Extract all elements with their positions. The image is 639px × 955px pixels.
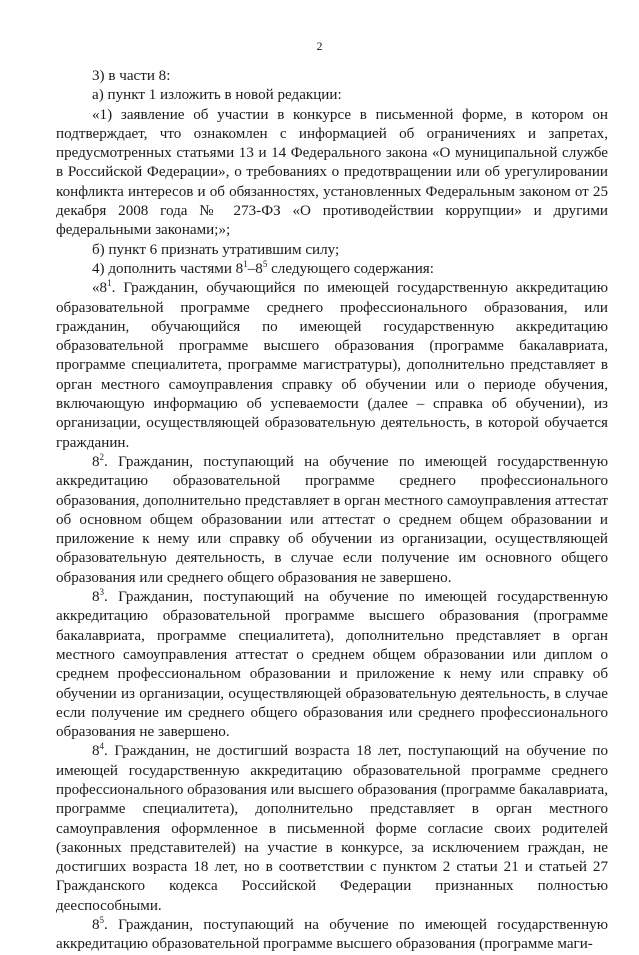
part-text: . Гражданин, обучающийся по имеющей государственную аккредитацию образовательной программе среднего профессионального образования, или гражданин, обучающийся по имеющей государственную аккредитацию образовательной программе высшего образования (программе бакалавриата, программе специалитета, программе магистратуры), дополнительно представляет в орган местного самоуправления справку об обучении или о периоде обучения, включающую информацию об успеваемости (далее – справка об обучении), из организации, осуществляющей образовательную деятельность, в которой обучается гражданин. — [56, 280, 608, 451]
part-number: 8 — [92, 917, 100, 934]
superscript-index: 1 — [243, 258, 248, 269]
superscript-index: 5 — [99, 915, 105, 926]
superscript-index: 2 — [99, 451, 105, 462]
paragraph-item-4-text-b: –8 — [247, 260, 263, 277]
paragraph-point-1-new-wording: «1) заявление об участии в конкурсе в письменной форме, в котором он подтверждает, что ознакомлен с информацией об ограничениях и запретах, предусмотренных статьями 13 и 14 Федерального закона «О муниципальной службе в Российской Федерации», о требованиях о предотвращении или об урегулировании конфликта интересов и об обязанностях, установленных Федеральным законом от 25 декабря 2008 года № 273-ФЗ «О противодействии коррупции» и другими федеральными законами;»; — [56, 106, 608, 239]
part-text: . Гражданин, поступающий на обучение по имеющей государственную аккредитацию образовательной программе высшего образования (программе маги- — [56, 917, 608, 953]
part-number: 8 — [92, 453, 100, 470]
part-text: . Гражданин, не достигший возраста 18 лет, поступающий на обучение по имеющей государственную аккредитацию образовательной программе среднего профессионального образования или высшего образования (программе бакалавриата, программе специалитета), дополнительно представляет в орган местного самоуправления оформленное в письменной форме согласие своих родителей (законных представителей) на участие в конкурсе, за исключением граждан, не достигших возраста 18 лет, но в соответствии с пунктом 2 статьи 21 и статьей 27 Гражданского кодекса Российской Федерации признанных полностью дееспособными. — [56, 743, 608, 914]
superscript-index: 1 — [107, 278, 112, 289]
part-number: 8 — [92, 589, 100, 606]
paragraph-part-8-5 — [56, 916, 608, 955]
paragraph-part-8-1 — [56, 279, 608, 453]
paragraph-item-4-text-c: следующего содержания: — [267, 260, 434, 277]
part-text: . Гражданин, поступающий на обучение по имеющей государственную аккредитацию образовательной программе высшего образования (программе бакалавриата, программе специалитета), дополнительно представляет в орган местного самоуправления аттестат о среднем общем образовании или диплом о среднем профессиональном образовании и приложение к нему или справку об обучении из организации, осуществляющей образовательную деятельность, в случае если получение им среднего общего образования или среднего профессионального образования не завершено. — [56, 589, 608, 741]
part-number: «8 — [92, 280, 108, 297]
paragraph-item-a: а) пункт 1 изложить в новой редакции: — [92, 87, 342, 104]
paragraph-part-8-2 — [56, 453, 608, 588]
paragraph-part-8-4 — [56, 742, 608, 916]
part-text: . Гражданин, поступающий на обучение по имеющей государственную аккредитацию образовательной программе среднего профессионального образования, дополнительно представляет в орган местного самоуправления аттестат об основном общем образовании или аттестат о среднем общем образовании и приложение к нему или справку об обучении из организации, осуществляющей образовательную деятельность, в случае если получение им основного общего образования или среднего общего образования не завершено. — [56, 453, 608, 586]
page-number: 2 — [316, 39, 323, 53]
superscript-index: 5 — [262, 258, 268, 269]
document-body — [56, 67, 608, 955]
paragraph-item-4-text-a: 4) дополнить частями 8 — [92, 260, 244, 277]
paragraph-part-8-heading: 3) в части 8: — [92, 68, 171, 84]
paragraph-part-8-3 — [56, 588, 608, 742]
paragraph-item-b: б) пункт 6 признать утратившим силу; — [92, 241, 340, 258]
superscript-index: 3 — [99, 587, 105, 598]
superscript-index: 4 — [99, 741, 105, 752]
paragraph-item-4 — [56, 260, 608, 279]
part-number: 8 — [92, 743, 100, 760]
